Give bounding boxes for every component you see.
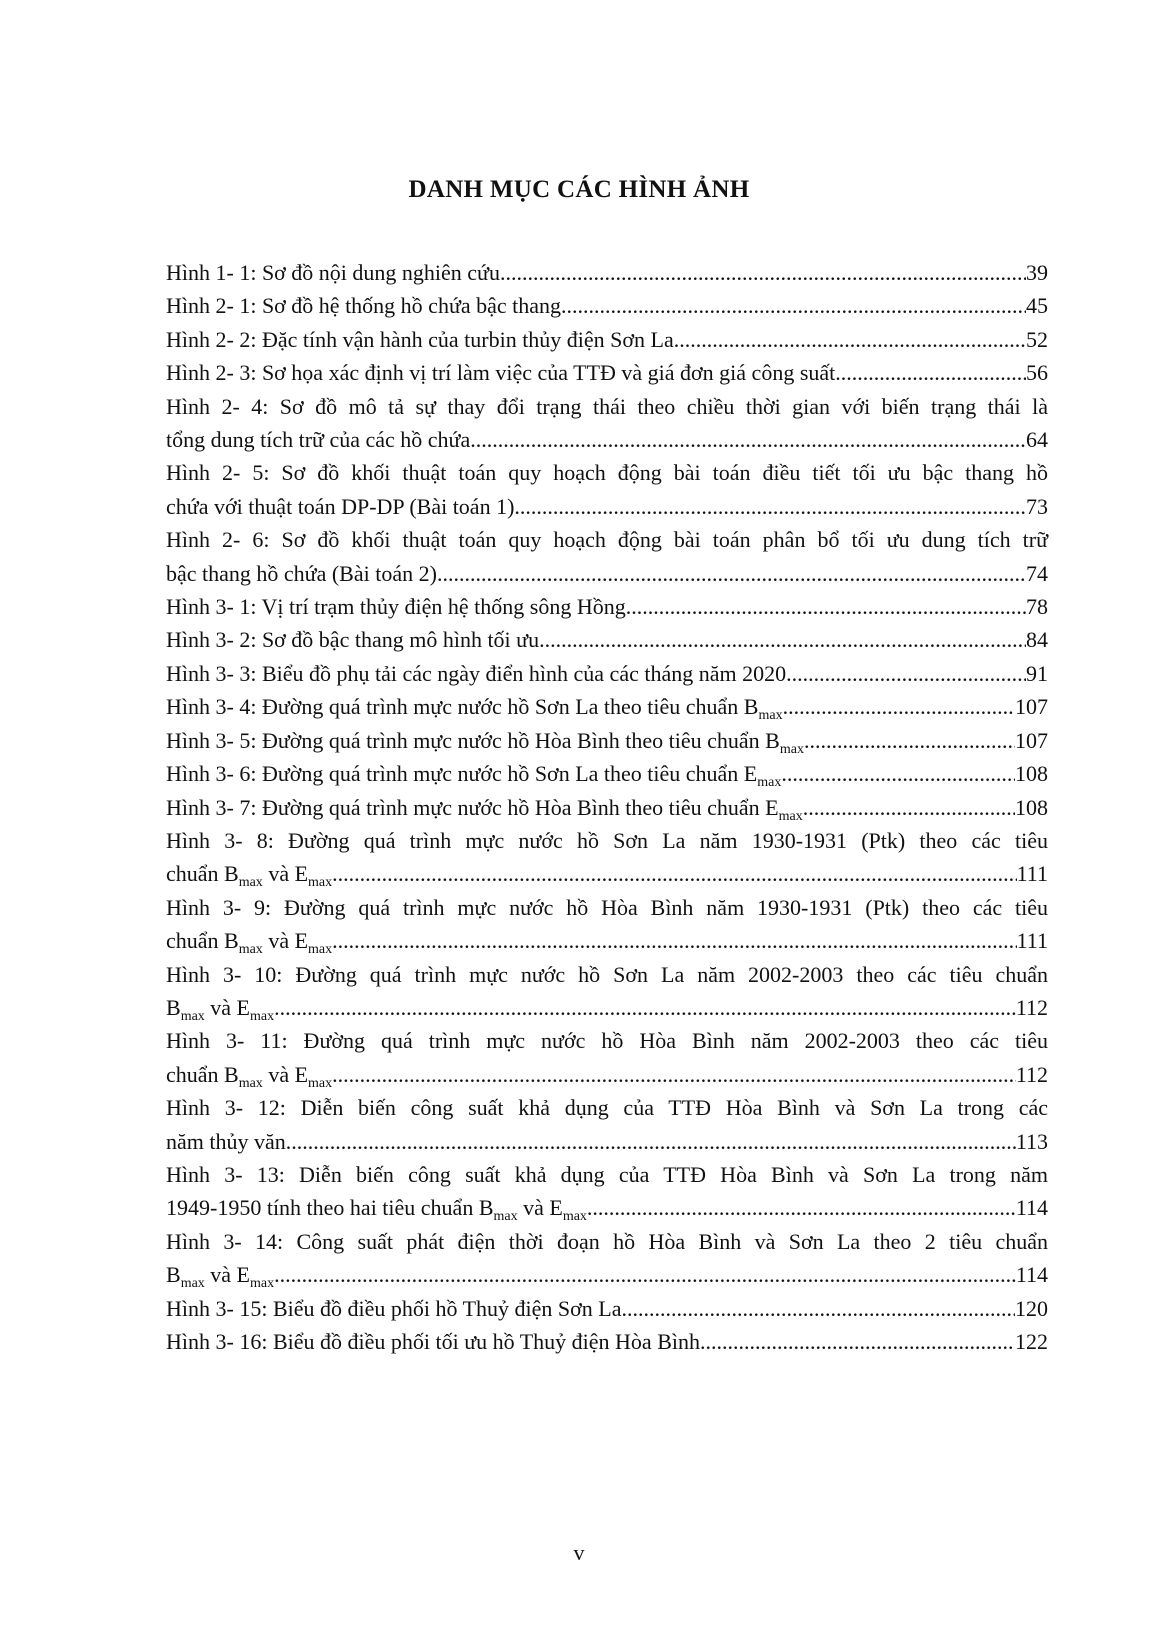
toc-page-number: 73 — [1026, 493, 1048, 519]
subscript: max — [250, 1008, 275, 1024]
toc-page-number: 45 — [1026, 293, 1048, 319]
toc-page-number: 113 — [1015, 1128, 1048, 1154]
dot-leader — [561, 289, 1026, 322]
toc-entry-first-line: Hình 2- 5: Sơ đồ khối thuật toán quy hoạch động bài toán điều tiết tối ưu bậc thang hồ — [166, 460, 1048, 486]
toc-entry-text: Hình 3- 5: Đường quá trình mực nước hồ Hòa Bình theo tiêu chuẩn $B_{max}$ — [166, 727, 804, 757]
dot-leader — [332, 1058, 1016, 1091]
toc-entry-text: Hình 3- 15: Biểu đồ điều phối hồ Thuỷ điện Sơn La — [166, 1295, 622, 1321]
toc-page-number: 122 — [1015, 1329, 1048, 1354]
toc-entry[interactable] — [166, 891, 1048, 958]
toc-entry[interactable] — [166, 690, 1048, 723]
toc-entry-text: Hình 2- 2: Đặc tính vận hành của turbin thủy điện Sơn La — [166, 326, 674, 352]
toc-entry[interactable] — [166, 1158, 1048, 1225]
toc-entry[interactable] — [166, 390, 1048, 457]
subscript: max — [238, 875, 263, 891]
subscript: max — [308, 875, 333, 891]
toc-entry-text: chứa với thuật toán DP-DP (Bài toán 1) — [166, 493, 515, 519]
toc-entry[interactable] — [166, 256, 1048, 289]
toc-entry[interactable] — [166, 757, 1048, 790]
toc-entry[interactable] — [166, 356, 1048, 389]
subscript: max — [779, 741, 804, 757]
toc-page-number: 56 — [1026, 360, 1048, 386]
toc-page-number: 39 — [1026, 260, 1048, 285]
subscript: max — [562, 1209, 587, 1225]
subscript: max — [180, 1008, 205, 1024]
toc-page-number: 78 — [1026, 594, 1048, 620]
dot-leader — [804, 724, 1015, 757]
subscript: max — [758, 708, 783, 724]
subscript: max — [238, 942, 263, 958]
toc-page-number: 52 — [1026, 326, 1048, 352]
toc-entry-first-line: Hình 3- 10: Đường quá trình mực nước hồ Sơn La năm 2002-2003 theo các tiêu chuẩn — [166, 961, 1048, 987]
dot-leader — [442, 557, 1026, 590]
page-title: DANH MỤC CÁC HÌNH ẢNH — [408, 176, 750, 203]
toc-entry[interactable] — [166, 1091, 1048, 1158]
subscript: max — [238, 1075, 263, 1091]
dot-leader — [286, 1125, 1016, 1158]
toc-page-number: 74 — [1026, 560, 1048, 586]
toc-entry[interactable] — [166, 523, 1048, 590]
toc-entry-text: $B_{max}$ và $E_{max}$ — [166, 1262, 275, 1292]
subscript: max — [493, 1209, 518, 1225]
dot-leader — [539, 623, 1026, 656]
dot-leader — [332, 924, 1017, 957]
toc-entry[interactable] — [166, 1325, 1048, 1358]
dot-leader — [803, 791, 1015, 824]
subscript: max — [308, 942, 333, 958]
toc-entry-text: Hình 3- 4: Đường quá trình mực nước hồ Sơn La theo tiêu chuẩn $B_{max}$ — [166, 694, 783, 724]
toc-page-number: 107 — [1015, 727, 1048, 753]
toc-entry-text: chuẩn $B_{max}$ và $E_{max}$ — [166, 928, 333, 958]
toc-entry[interactable] — [166, 1024, 1048, 1091]
toc-entry-first-line: Hình 3- 12: Diễn biến công suất khả dụng của TTĐ Hòa Bình và Sơn La trong các — [166, 1095, 1048, 1121]
toc-page-number: 107 — [1015, 694, 1048, 720]
dot-leader — [700, 1325, 1015, 1358]
toc-entry[interactable] — [166, 724, 1048, 757]
dot-leader — [781, 757, 1015, 790]
toc-entry-text: Hình 3- 2: Sơ đồ bậc thang mô hình tối ưu — [166, 627, 540, 653]
toc-entry[interactable] — [166, 289, 1048, 322]
subscript: max — [778, 808, 803, 824]
dot-leader — [786, 657, 1026, 690]
toc-entry-text: Hình 3- 16: Biểu đồ điều phối tối ưu hồ Thuỷ điện Hòa Bình — [166, 1329, 700, 1354]
toc-page-number: 64 — [1026, 427, 1048, 453]
toc-entry-text: tổng dung tích trữ của các hồ chứa — [166, 427, 471, 453]
toc-entry-text: Hình 3- 6: Đường quá trình mực nước hồ Sơn La theo tiêu chuẩn $E_{max}$ — [166, 761, 782, 791]
dot-leader — [470, 423, 1026, 456]
toc-entry[interactable] — [166, 1292, 1048, 1325]
dot-leader — [514, 490, 1026, 523]
toc-entry-first-line: Hình 2- 6: Sơ đồ khối thuật toán quy hoạch động bài toán phân bổ tối ưu dung tích trữ — [166, 527, 1048, 553]
toc-entry-text: Hình 3- 7: Đường quá trình mực nước hồ Hòa Bình theo tiêu chuẩn $E_{max}$ — [166, 794, 803, 824]
toc-entry-text: Hình 2- 3: Sơ họa xác định vị trí làm việc của TTĐ và giá đơn giá công suất — [166, 360, 836, 386]
dot-leader — [674, 323, 1026, 356]
subscript: max — [250, 1276, 275, 1292]
toc-entry[interactable] — [166, 323, 1048, 356]
dot-leader — [500, 256, 1026, 289]
toc-entry-text: Hình 3- 1: Vị trí trạm thủy điện hệ thống sông Hồng — [166, 594, 626, 620]
toc-page-number: 114 — [1015, 1262, 1048, 1288]
subscript: max — [308, 1075, 333, 1091]
toc-entry-text: Hình 3- 3: Biểu đồ phụ tải các ngày điển hình của các tháng năm 2020 — [166, 660, 787, 686]
dot-leader — [587, 1191, 1016, 1224]
toc-page-number: 108 — [1015, 761, 1048, 787]
dot-leader — [621, 1292, 1015, 1325]
toc-page-number: 112 — [1015, 1061, 1048, 1087]
toc-entry[interactable] — [166, 657, 1048, 690]
toc-entry-first-line: Hình 2- 4: Sơ đồ mô tả sự thay đổi trạng thái theo chiều thời gian với biến trạng thái là — [166, 393, 1048, 419]
toc-entry-text: chuẩn $B_{max}$ và $E_{max}$ — [166, 1061, 333, 1091]
toc-page-number: 91 — [1026, 660, 1048, 686]
dot-leader — [835, 356, 1026, 389]
toc-entry-first-line: Hình 3- 9: Đường quá trình mực nước hồ Hòa Bình năm 1930-1931 (Ptk) theo các tiêu — [166, 894, 1048, 920]
toc-entry[interactable] — [166, 824, 1048, 891]
toc-page-number: 108 — [1015, 794, 1048, 820]
toc-page-number: 120 — [1015, 1295, 1048, 1321]
toc-entry-text: 1949-1950 tính theo hai tiêu chuẩn $B_{max}$ và $E_{max}$ — [166, 1195, 587, 1225]
toc-entry-text: bậc thang hồ chứa (Bài toán 2). — [166, 560, 443, 586]
dot-leader — [274, 1258, 1016, 1291]
subscript: max — [757, 775, 782, 791]
toc-entry-first-line: Hình 3- 8: Đường quá trình mực nước hồ Sơn La năm 1930-1931 (Ptk) theo các tiêu — [166, 827, 1048, 853]
toc-entry[interactable] — [166, 623, 1048, 656]
toc-entry[interactable] — [166, 791, 1048, 824]
toc-entry-text: Hình 1- 1: Sơ đồ nội dung nghiên cứu — [166, 260, 500, 285]
toc-entry-text: Hình 2- 1: Sơ đồ hệ thống hồ chứa bậc thang — [166, 293, 562, 319]
toc-entry[interactable] — [166, 958, 1048, 1025]
toc-page-number: 112 — [1015, 994, 1048, 1020]
toc-entry-text: chuẩn $B_{max}$ và $E_{max}$ — [166, 861, 333, 891]
dot-leader — [626, 590, 1026, 623]
toc-entry[interactable] — [166, 456, 1048, 523]
subscript: max — [180, 1276, 205, 1292]
toc-page-number: 111 — [1016, 861, 1048, 887]
toc-page-number: 84 — [1026, 627, 1048, 653]
toc-entry-first-line: Hình 3- 13: Diễn biến công suất khả dụng của TTĐ Hòa Bình và Sơn La trong năm — [166, 1161, 1048, 1187]
figure-list — [166, 256, 1048, 1358]
dot-leader — [332, 857, 1017, 890]
dot-leader — [274, 991, 1016, 1024]
toc-entry[interactable] — [166, 1225, 1048, 1292]
toc-entry[interactable] — [166, 590, 1048, 623]
toc-entry-first-line: Hình 3- 14: Công suất phát điện thời đoạn hồ Hòa Bình và Sơn La theo 2 tiêu chuẩn — [166, 1228, 1048, 1254]
toc-page-number: 111 — [1016, 928, 1048, 954]
toc-page-number: 114 — [1015, 1195, 1048, 1221]
toc-entry-text: năm thủy văn — [166, 1128, 286, 1154]
toc-entry-text: $B_{max}$ và $E_{max}$ — [166, 994, 275, 1024]
dot-leader — [783, 690, 1015, 723]
toc-entry-first-line: Hình 3- 11: Đường quá trình mực nước hồ Hòa Bình năm 2002-2003 theo các tiêu — [166, 1028, 1048, 1054]
page-number: v — [573, 1540, 585, 1565]
